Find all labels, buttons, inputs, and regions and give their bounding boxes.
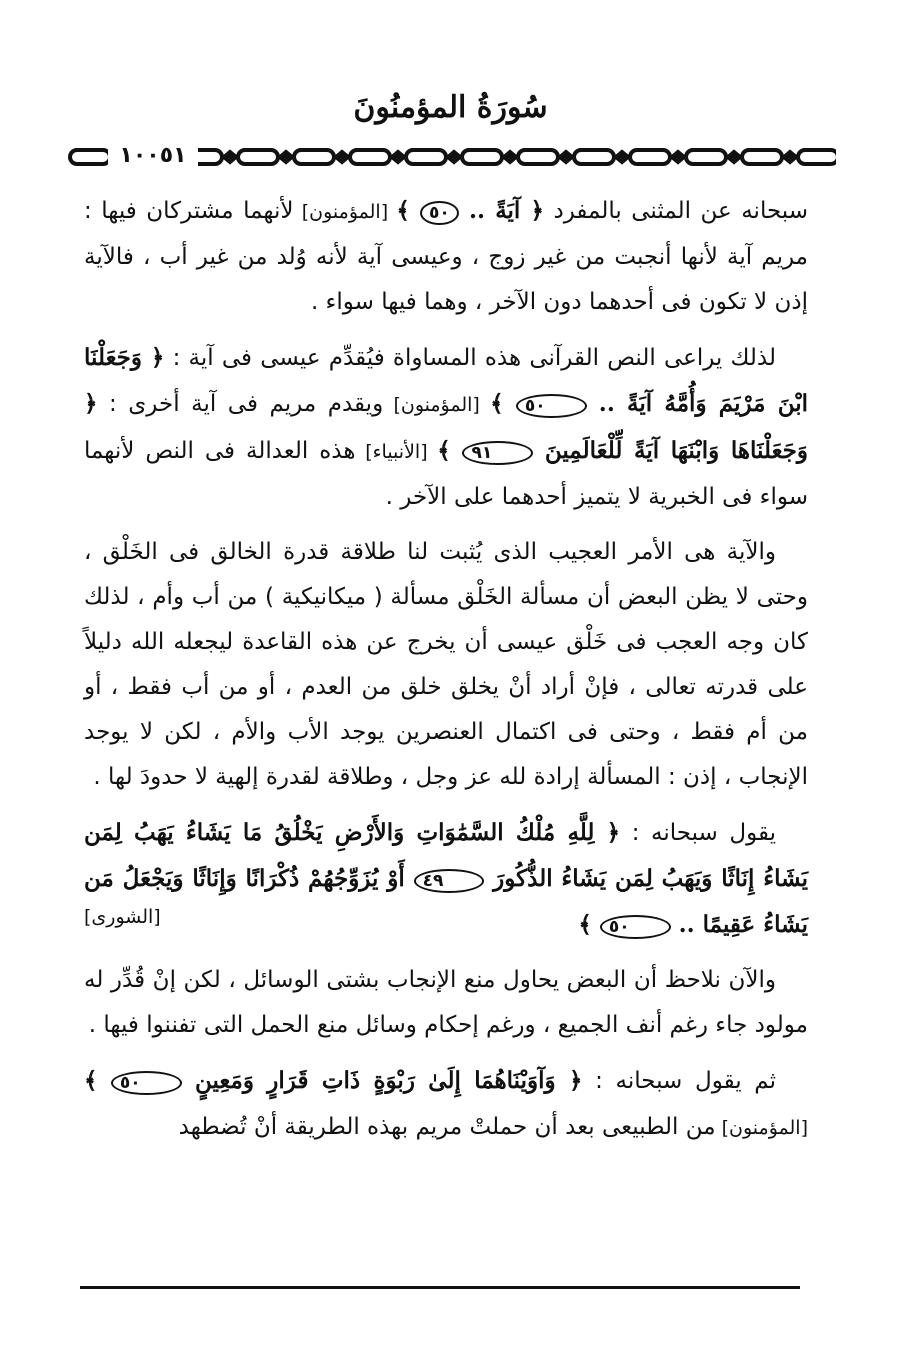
surah-reference: [المؤمنون] (293, 201, 397, 223)
ornament-diamond (336, 152, 348, 162)
verse-number: ٩١ (462, 441, 533, 465)
verse-number: ٥٠ (600, 915, 671, 939)
ornament-link (630, 150, 670, 164)
quran-verse: ﴾ (437, 437, 463, 464)
ornament-link (294, 150, 334, 164)
paragraph (84, 1058, 808, 1151)
body-text (84, 188, 808, 1161)
paragraph (84, 958, 808, 1048)
quran-verse: ﴿ لِلَّهِ مُلْكُ السَّمَٰوَاتِ وَالأَرْضِ يَخْلُقُ مَا يَشَاءُ يَهَبُ لِمَن يَشَاءُ إِنَاثًا وَيَهَبُ لِمَن يَشَاءُ الذُّكُورَ (84, 819, 809, 892)
paragraph-text: هذه العدالة فى النص لأنهما سواء فى الخبرية لا يتميز أحدهما على الآخر . (84, 438, 808, 510)
paragraph-text: لذلك يراعى النص القرآنى هذه المساواة فيُقدِّم عيسى فى آية : (164, 345, 777, 371)
ornament-diamond (616, 152, 628, 162)
ornament-link (406, 150, 446, 164)
verse-number: ٤٩ (414, 869, 485, 893)
paragraph (84, 335, 808, 520)
paragraph (84, 530, 808, 800)
ornament-link (462, 150, 502, 164)
paragraph (84, 188, 808, 325)
ornament-link (238, 150, 278, 164)
ornament-diamond (672, 152, 684, 162)
surah-title: سُورَةُ المؤمنُونَ (353, 90, 548, 125)
verse-number: ٥٠ (111, 1071, 182, 1095)
surah-reference: [المؤمنون] (383, 394, 491, 416)
verse-number: ٥٠ (516, 394, 587, 418)
ornament-link (574, 150, 614, 164)
ornament-diamond (560, 152, 572, 162)
page-number: ١٠٠٥١ (108, 140, 198, 172)
quran-verse: ﴾ (490, 390, 516, 417)
paragraph-text: سبحانه عن المثنى بالمفرد (543, 198, 809, 224)
surah-reference: [المؤمنون] (715, 1117, 808, 1139)
paragraph-text: ويقدم مريم فى آية أخرى : (97, 391, 384, 417)
paragraph-text: والآية هى الأمر العجيب الذى يُثبت لنا طلاقة قدرة الخالق فى الخَلْق ، وحتى لا يظن البعض أن مسألة الخَلْق مسألة ( ميكانيكية ) من أب وأم ، لذلك كان وجه العجب فى خَلْق عيسى أن يخرج عن هذه القاعدة ليجعله الله دليلاً على قدرته تعالى ، فإنْ أراد أنْ يخلق خلق من العدم ، أو من أب فقط ، أو من أم فقط ، وحتى فى اكتمال العنصرين يوجد الأب والأم ، لكن لا يوجد الإنجاب ، إذن : المسألة إرادة لله عز وجل ، وطلاقة لقدرة إلهية لا حدودَ لها . (84, 539, 808, 790)
paragraph-text: لأنهما مشتركان فيها : مريم آية لأنها أنجبت من غير زوج ، وعيسى آية لأنه وُلد من غير أب ، فالآية إذن لا تكون فى أحدهما دون الآخر ، وهما فيها سواء . (84, 198, 808, 315)
quran-verse: ﴿ وَجَعَلْنَاهَا وَابْنَهَا آيَةً لِّلْعَالَمِينَ (84, 390, 808, 464)
footer-rule (80, 1286, 800, 1289)
ornament-link (350, 150, 390, 164)
ornament-diamond (728, 152, 740, 162)
quran-verse: ﴿ وَآوَيْنَاهُمَا إِلَىٰ رَبْوَةٍ ذَاتِ قَرَارٍ وَمَعِينٍ (181, 1067, 583, 1094)
paragraph-text: يقول سبحانه : (620, 820, 776, 846)
ornament-link (518, 150, 558, 164)
ornament-diamond (504, 152, 516, 162)
quran-verse: ﴿ آيَةً .. (458, 197, 544, 224)
paragraph-text: والآن نلاحظ أن البعض يحاول منع الإنجاب بشتى الوسائل ، لكن إنْ قُدِّر له مولود جاء رغم أنف الجميع ، ورغم إحكام وسائل منع الحمل التى تفننوا فيها . (84, 967, 808, 1038)
quran-verse: ﴾ (578, 911, 600, 938)
quran-verse: ﴾ (84, 1067, 111, 1094)
quran-verse: ﴾ (396, 197, 421, 224)
ornament-link (70, 150, 110, 164)
ornament-link (742, 150, 782, 164)
ornament-link (686, 150, 726, 164)
surah-reference: [الأنبياء] (355, 441, 438, 463)
paragraph-text: ثم يقول سبحانه : (582, 1068, 776, 1094)
paragraph-text: من الطبيعى بعد أن حملتْ مريم بهذه الطريقة أنْ تُضطهد (178, 1114, 716, 1140)
ornament-link (798, 150, 836, 164)
paragraph (84, 810, 808, 948)
ornament-diamond (784, 152, 796, 162)
ornament-diamond (392, 152, 404, 162)
verse-number: ٥٠ (420, 201, 459, 225)
ornament-diamond (448, 152, 460, 162)
ornament-diamond (224, 152, 236, 162)
ornament-diamond (280, 152, 292, 162)
surah-reference: [الشورى] (84, 906, 161, 928)
quran-verse: أَوْ يُزَوِّجُهُمْ ذُكْرَانًا وَإِنَاثًا وَيَجْعَلُ مَن يَشَاءُ عَقِيمًا .. (84, 865, 808, 938)
quran-verse: ﴿ وَجَعَلْنَا ابْنَ مَرْيَمَ وَأُمَّهُ آيَةً .. (84, 344, 809, 417)
